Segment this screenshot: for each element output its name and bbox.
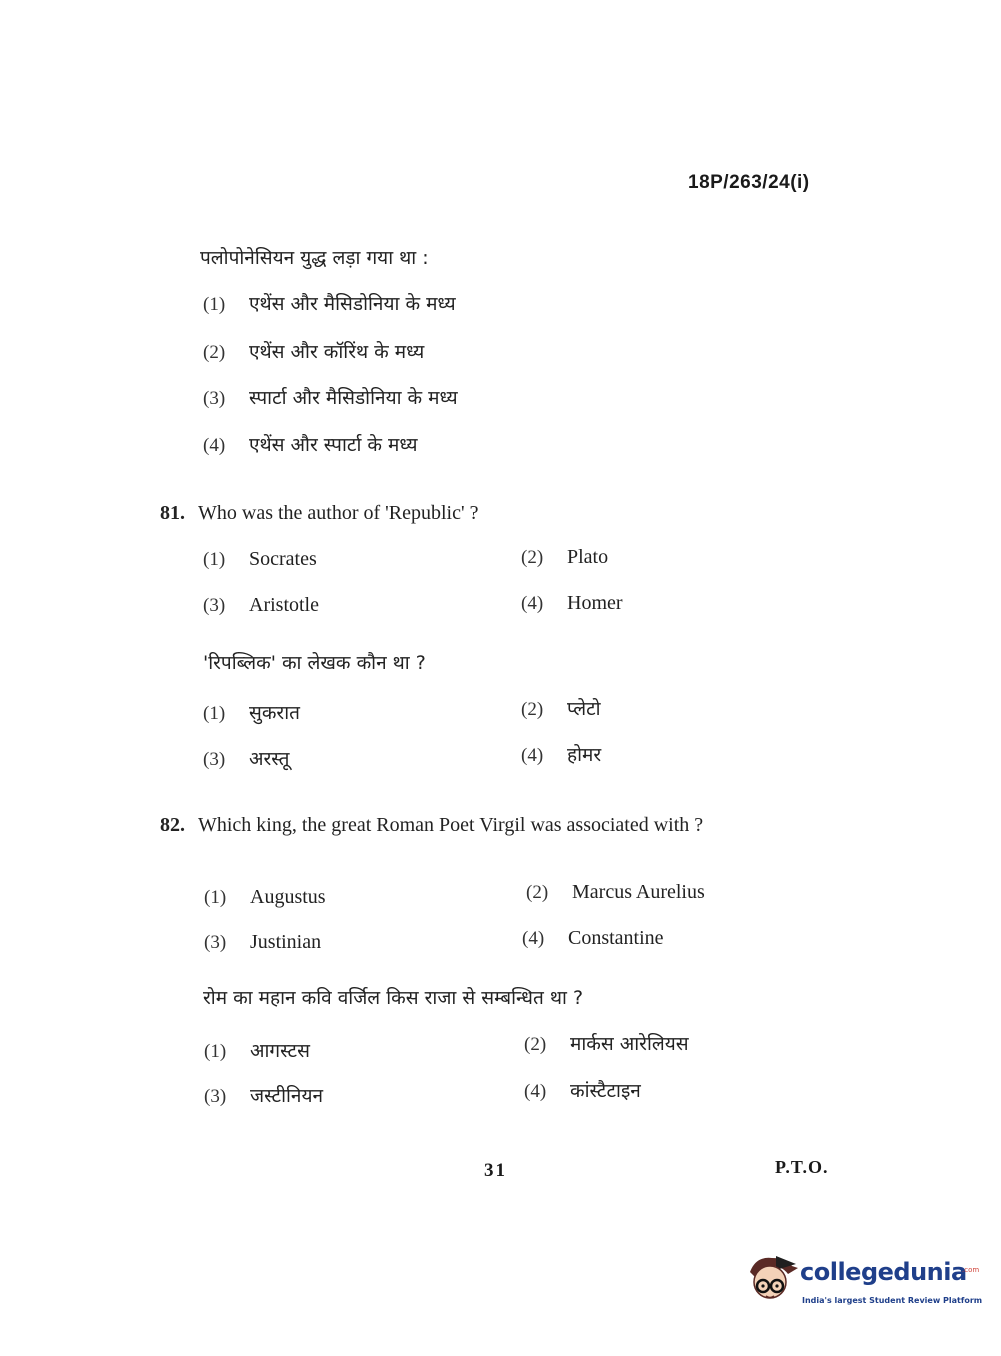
option-text: एथेंस और स्पार्टा के मध्य [249, 434, 418, 456]
question-number: 81. [160, 502, 185, 524]
option-number: (1) [203, 703, 226, 724]
option-text: प्लेटो [567, 698, 601, 720]
q80-hindi-option-1 [203, 290, 456, 316]
option-text: Plato [567, 546, 609, 568]
question-text: Which king, the great Roman Poet Virgil was associated with ? [198, 814, 704, 836]
option-number: (2) [526, 882, 549, 903]
option-number: (2) [521, 547, 544, 568]
q80-hindi-option-3 [203, 384, 458, 410]
q81-hindi-option-2 [521, 695, 601, 721]
q80-hindi-question: पलोपोनेसियन युद्ध लड़ा गया था : [200, 247, 429, 269]
option-number: (3) [203, 388, 226, 409]
option-text: Marcus Aurelius [572, 881, 705, 903]
option-text: एथेंस और मैसिडोनिया के मध्य [249, 293, 456, 315]
option-number: (4) [522, 928, 545, 949]
q82-question [160, 814, 703, 837]
option-text: मार्कस आरेलियस [570, 1033, 689, 1055]
brand-domain: .com [962, 1266, 980, 1274]
q81-question [160, 502, 478, 525]
q82-option-3 [204, 931, 321, 954]
option-number: (2) [524, 1034, 547, 1055]
option-text: सुकरात [249, 702, 300, 724]
option-text: स्पार्टा और मैसिडोनिया के मध्य [249, 387, 458, 409]
option-number: (3) [203, 595, 226, 616]
option-number: (3) [204, 932, 227, 953]
option-text: होमर [567, 744, 602, 766]
option-number: (1) [203, 294, 226, 315]
q81-option-2 [521, 546, 608, 569]
option-text: एथेंस और कॉरिंथ के मध्य [249, 341, 425, 363]
q82-hindi-option-3 [204, 1082, 323, 1108]
q82-hindi-question: रोम का महान कवि वर्जिल किस राजा से सम्बन्धित था ? [203, 987, 584, 1009]
q81-hindi-question: 'रिपब्लिक' का लेखक कौन था ? [203, 652, 426, 674]
page-number: 31 [484, 1160, 507, 1181]
option-number: (1) [204, 887, 227, 908]
option-text: जस्टीनियन [250, 1085, 324, 1107]
option-text: Aristotle [249, 594, 319, 616]
option-number: (4) [521, 745, 544, 766]
paper-code: 18P/263/24(i) [688, 172, 810, 193]
q81-option-3 [203, 594, 319, 617]
q82-option-2 [526, 881, 705, 904]
collegedunia-logo [742, 1252, 983, 1312]
q81-option-4 [521, 592, 623, 615]
option-text: Socrates [249, 548, 317, 570]
q82-hindi-option-1 [204, 1037, 310, 1063]
option-number: (4) [203, 435, 226, 456]
option-text: Homer [567, 592, 623, 614]
q80-hindi-option-2 [203, 338, 424, 364]
option-number: (2) [521, 699, 544, 720]
option-number: (4) [521, 593, 544, 614]
q82-option-4 [522, 927, 664, 950]
option-text: Justinian [250, 931, 322, 953]
option-number: (3) [204, 1086, 227, 1107]
option-text: Augustus [250, 886, 326, 908]
q81-hindi-option-3 [203, 745, 290, 771]
q80-hindi-option-4 [203, 431, 418, 457]
option-text: Constantine [568, 927, 664, 949]
option-number: (4) [524, 1081, 547, 1102]
q82-hindi-option-4 [524, 1077, 641, 1103]
q81-option-1 [203, 548, 317, 571]
q81-hindi-option-4 [521, 741, 601, 767]
question-text: Who was the author of 'Republic' ? [198, 502, 479, 524]
q81-hindi-option-1 [203, 699, 300, 725]
brand-name: collegedunia [800, 1258, 967, 1286]
option-number: (1) [204, 1041, 227, 1062]
option-number: (2) [203, 342, 226, 363]
pto-label: P.T.O. [775, 1157, 829, 1177]
q82-option-1 [204, 886, 326, 909]
mascot-icon [742, 1252, 798, 1308]
q82-hindi-option-2 [524, 1030, 689, 1056]
option-text: कांस्टैटाइन [570, 1080, 641, 1102]
brand-tagline: India's largest Student Review Platform [802, 1296, 983, 1305]
option-number: (3) [203, 749, 226, 770]
option-text: अरस्तू [249, 748, 290, 770]
option-number: (1) [203, 549, 226, 570]
option-text: आगस्टस [250, 1040, 310, 1062]
question-number: 82. [160, 814, 185, 836]
